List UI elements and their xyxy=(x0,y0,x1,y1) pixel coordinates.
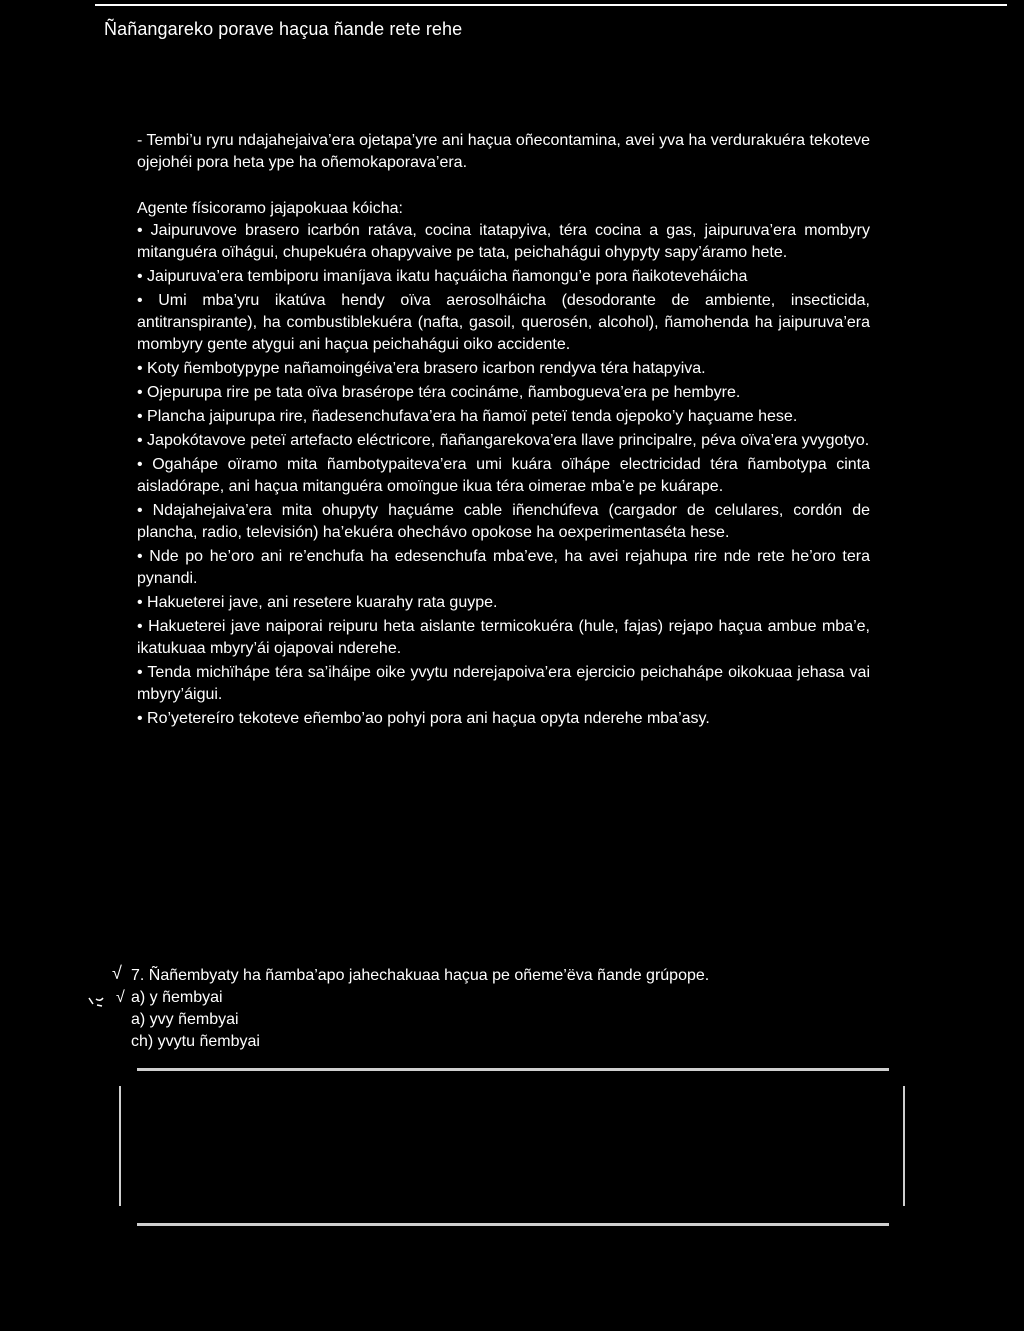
exercise-question xyxy=(131,965,891,1053)
handwritten-scribble-icon xyxy=(88,996,106,1008)
bullet-item: • Ndajahejaiva’era mita ohupyty haçuáme cable iñenchúfeva (cargador de celulares, cordón de plancha, radio, televisión) ha’ekuéra ohechávo opokose ha oexperimentaséta hese. xyxy=(137,502,870,541)
answer-option: ch) yvytu ñembyai xyxy=(131,1033,260,1050)
bullet-item: • Ro’yetereíro tekoteve eñembo’ao pohyi pora ani haçua opyta nderehe mba’asy. xyxy=(137,710,710,727)
bullet-item: • Umi mba’yru ikatúva hendy oïva aerosolháicha (desodorante de ambiente, insecticida, antitranspirante), ha combustiblekuéra (nafta, gasoil, querosén, alcohol), ñamohenda ha jaipuruva’era mombyry gente atygui ani haçua peichahágui oiko accidente. xyxy=(137,292,870,353)
intro-paragraph: - Tembi’u ryru ndajahejaiva’era ojetapa’yre ani haçua oñecontamina, avei yva ha verdurakuéra tekoteve ojejohéi pora heta ype ha oñemokaporava’era. xyxy=(137,132,870,171)
answer-box xyxy=(119,1068,907,1228)
answer-option: a) yvy ñembyai xyxy=(131,1011,239,1028)
top-rule xyxy=(95,4,1007,6)
bullet-item: • Plancha jaipurupa rire, ñadesenchufava’era ha ñamoï peteï tenda ojepoko’y haçuame hese. xyxy=(137,408,798,425)
main-text xyxy=(137,130,870,730)
bullet-item: • Hakueterei jave, ani resetere kuarahy rata guype. xyxy=(137,594,498,611)
bullet-item: • Hakueterei jave naiporai reipuru heta aislante termicokuéra (hule, fajas) rejapo haçua ambue mba’e, ikatukuaa mbyry’ái ojapovai nderehe. xyxy=(137,618,870,657)
bullet-item: • Tenda michïhápe téra sa’iháipe oike yvytu nderejapoiva’era ejercicio peichahápe oikokuaa jehasa vai mbyry’áigui. xyxy=(137,664,870,703)
answer-box-right-border xyxy=(903,1086,905,1206)
handwritten-check-mark: √ xyxy=(112,963,122,983)
bullet-item: • Ojepurupa rire pe tata oïva brasérope téra cocináme, ñambogueva’era pe hembyre. xyxy=(137,384,741,401)
bullet-item: • Japokótavove peteï artefacto eléctricore, ñañangarekova’era llave principalre, péva oïva’era yvygotyo. xyxy=(137,432,870,449)
bullet-item: • Jaipuruvove brasero icarbón ratáva, cocina itatapyiva, téra cocina a gas, jaipuruva’era mombyry mitanguéra oïhágui, chupekuéra ohapyvaive pe tata, peichahágui ohypyty sapy’áramo hete. xyxy=(137,222,870,261)
bullet-item: • Nde po he’oro ani re’enchufa ha edesenchufa mba’eve, ha avei rejahupa rire nde rete he’oro tera pynandi. xyxy=(137,548,870,587)
question-prompt: 7. Ñañembyaty ha ñamba’apo jahechakuaa haçua pe oñeme’ëva ñande grúpope. xyxy=(131,967,710,984)
page-header: Ñañangareko porave haçua ñande rete rehe xyxy=(104,19,463,39)
section-heading: Agente físicoramo jajapokuaa kóicha: xyxy=(137,200,403,217)
answer-box-left-border xyxy=(119,1086,121,1206)
answer-option: a) y ñembyai xyxy=(131,989,223,1006)
answer-box-bottom-border xyxy=(137,1223,889,1226)
answer-box-top-border xyxy=(137,1068,889,1071)
bullet-item: • Ogahápe oïramo mita ñambotypaiteva’era umi kuára oïhápe electricidad téra ñambotypa cinta aisladórape, ani haçua mitanguéra omoïngue ikua téra oimerae mba’e pe kuárape. xyxy=(137,456,870,495)
bullet-item: • Koty ñembotypype nañamoingéiva’era brasero icarbon rendyva téra hatapyiva. xyxy=(137,360,706,377)
bullet-item: • Jaipuruva’era tembiporu imaníjava ikatu haçuáicha ñamongu’e pora ñaikoteveháicha xyxy=(137,268,748,285)
paragraph-gap xyxy=(137,174,870,198)
handwritten-check-mark: √ xyxy=(116,989,125,1006)
